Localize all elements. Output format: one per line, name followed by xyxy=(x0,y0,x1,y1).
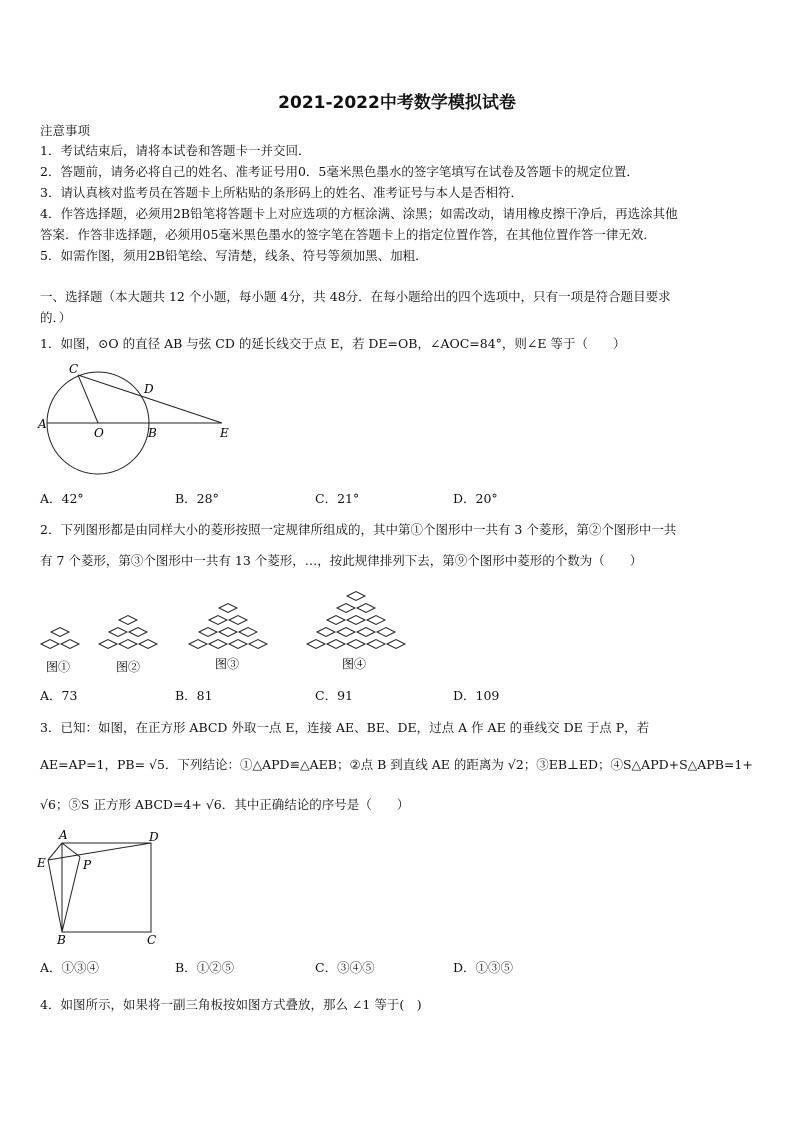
page-title: 2021-2022中考数学模拟试卷 xyxy=(278,93,516,113)
option-a[interactable]: A．42° xyxy=(40,491,84,506)
section-heading: 一、选择题（本大题共 12 个小题，每小题 4分，共 48分．在每小题给出的四个选项中，只有一项是符合题目要求 xyxy=(40,289,671,304)
notice-line: 3．请认真核对监考员在答题卡上所粘贴的条形码上的姓名、准考证号与本人是否相符． xyxy=(40,185,523,200)
circle-figure xyxy=(34,360,238,475)
label-a: A xyxy=(59,828,68,842)
rhombus-shape xyxy=(189,640,207,649)
label-o: O xyxy=(94,426,104,440)
question-2-text: 2．下列图形都是由同样大小的菱形按照一定规律所组成的，其中第①个图形中一共有 3 个菱形，第②个图形中一共 xyxy=(40,522,677,537)
rhombus-shape xyxy=(51,628,69,637)
label-d: D xyxy=(144,382,154,396)
option-c[interactable]: C．21° xyxy=(315,491,360,506)
label-e: E xyxy=(220,426,229,440)
rhombus-shape xyxy=(239,628,257,637)
rhombus-shape xyxy=(317,628,335,637)
label-e: E xyxy=(37,856,46,870)
figure-label: 图① xyxy=(46,660,71,674)
label-c: C xyxy=(147,933,157,946)
option-d[interactable]: D．20° xyxy=(453,491,498,506)
rhombus-shape xyxy=(209,640,227,649)
question-4-text: 4．如图所示，如果将一副三角板按如图方式叠放，那么 ∠1 等于( ) xyxy=(40,997,422,1012)
rhombus-shape xyxy=(99,640,117,649)
label-b: B xyxy=(148,426,157,440)
question-3-text-cont2: √6；⑤S 正方形 ABCD=4+ √6．其中正确结论的序号是（ ） xyxy=(40,797,410,812)
rhombus-shape xyxy=(337,604,355,613)
question-1-text: 1．如图，⊙O 的直径 AB 与弦 CD 的延长线交于点 E，若 DE=OB，∠AOC=84°，则∠E 等于（ ） xyxy=(40,336,626,351)
rhombus-shape xyxy=(367,640,385,649)
question-3-text-cont: AE=AP=1，PB= √5．下列结论：①△APD≌△AEB；②点 B 到直线 AE 的距离为 √2；③EB⊥ED；④S△APD+S△APB=1+ xyxy=(40,757,753,772)
rhombus-shape xyxy=(327,616,345,625)
rhombus-shape xyxy=(327,640,345,649)
notice-line: 1．考试结束后，请将本试卷和答题卡一并交回． xyxy=(40,143,311,158)
rhombus-shape xyxy=(357,628,375,637)
option-a[interactable]: A．①③④ xyxy=(40,960,100,975)
rhombus-shape xyxy=(209,616,227,625)
label-d: D xyxy=(149,830,159,844)
rhombus-shape xyxy=(249,640,267,649)
label-b: B xyxy=(57,933,66,946)
rhombus-shape xyxy=(119,616,137,625)
rhombus-shape xyxy=(139,640,157,649)
section-heading-cont: 的．） xyxy=(40,310,72,325)
notice-line: 4．作答选择题，必须用2B铅笔将答题卡上对应选项的方框涂满、涂黑；如需改动，请用橡皮擦干净后，再选涂其他 xyxy=(40,206,678,221)
rhombus-shape xyxy=(347,592,365,601)
figure-label: 图② xyxy=(116,660,141,674)
question-3-text: 3．已知：如图，在正方形 ABCD 外取一点 E，连接 AE、BE、DE，过点 A 作 AE 的垂线交 DE 于点 P，若 xyxy=(40,720,650,735)
rhombus-shape xyxy=(387,640,405,649)
rhombus-shape xyxy=(377,628,395,637)
rhombus-shape xyxy=(61,640,79,649)
option-c[interactable]: C．③④⑤ xyxy=(315,960,375,975)
figure-label: 图④ xyxy=(342,657,367,671)
notice-heading: 注意事项 xyxy=(40,123,91,138)
question-2-text-cont: 有 7 个菱形，第③个图形中一共有 13 个菱形，…，按此规律排列下去，第⑨个图形中菱形的个数为（ ） xyxy=(40,553,643,568)
notice-line: 2．答题前，请务必将自己的姓名、准考证号用0．5毫米黑色墨水的签字笔填写在试卷及答题卡的规定位置． xyxy=(40,164,639,179)
rhombus-shape xyxy=(129,628,147,637)
rhombus-shape xyxy=(229,640,247,649)
option-a[interactable]: A．73 xyxy=(40,688,78,703)
rhombus-shape xyxy=(109,628,127,637)
rhombus-shape xyxy=(337,628,355,637)
rhombus-shape xyxy=(229,616,247,625)
rhombus-shape xyxy=(357,604,375,613)
option-b[interactable]: B．28° xyxy=(175,491,219,506)
rhombus-shape xyxy=(307,640,325,649)
label-c: C xyxy=(69,362,79,376)
rhombus-shape xyxy=(219,628,237,637)
notice-line: 答案．作答非选择题，必须用05毫米黑色墨水的签字笔在答题卡上的指定位置作答，在其他位置作答一律无效． xyxy=(40,227,656,242)
figure-label: 图③ xyxy=(215,657,240,671)
option-d[interactable]: D．109 xyxy=(453,688,500,703)
rhombus-shape xyxy=(347,616,365,625)
rhombus-shape xyxy=(347,640,365,649)
notice-line: 5．如需作图，须用2B铅笔绘、写清楚，线条、符号等须加黑、加粗． xyxy=(40,248,428,263)
option-d[interactable]: D．①③⑤ xyxy=(453,960,514,975)
label-a: A xyxy=(38,417,47,431)
rhombus-shape xyxy=(41,640,59,649)
option-c[interactable]: C．91 xyxy=(315,688,353,703)
rhombus-shape xyxy=(199,628,217,637)
option-b[interactable]: B．①②⑤ xyxy=(175,960,235,975)
rhombus-shape xyxy=(367,616,385,625)
square-figure xyxy=(36,828,166,946)
label-p: P xyxy=(83,858,92,872)
rhombus-shape xyxy=(219,604,237,613)
rhombus-pattern-figure xyxy=(36,574,416,678)
rhombus-shape xyxy=(119,640,137,649)
option-b[interactable]: B．81 xyxy=(175,688,213,703)
